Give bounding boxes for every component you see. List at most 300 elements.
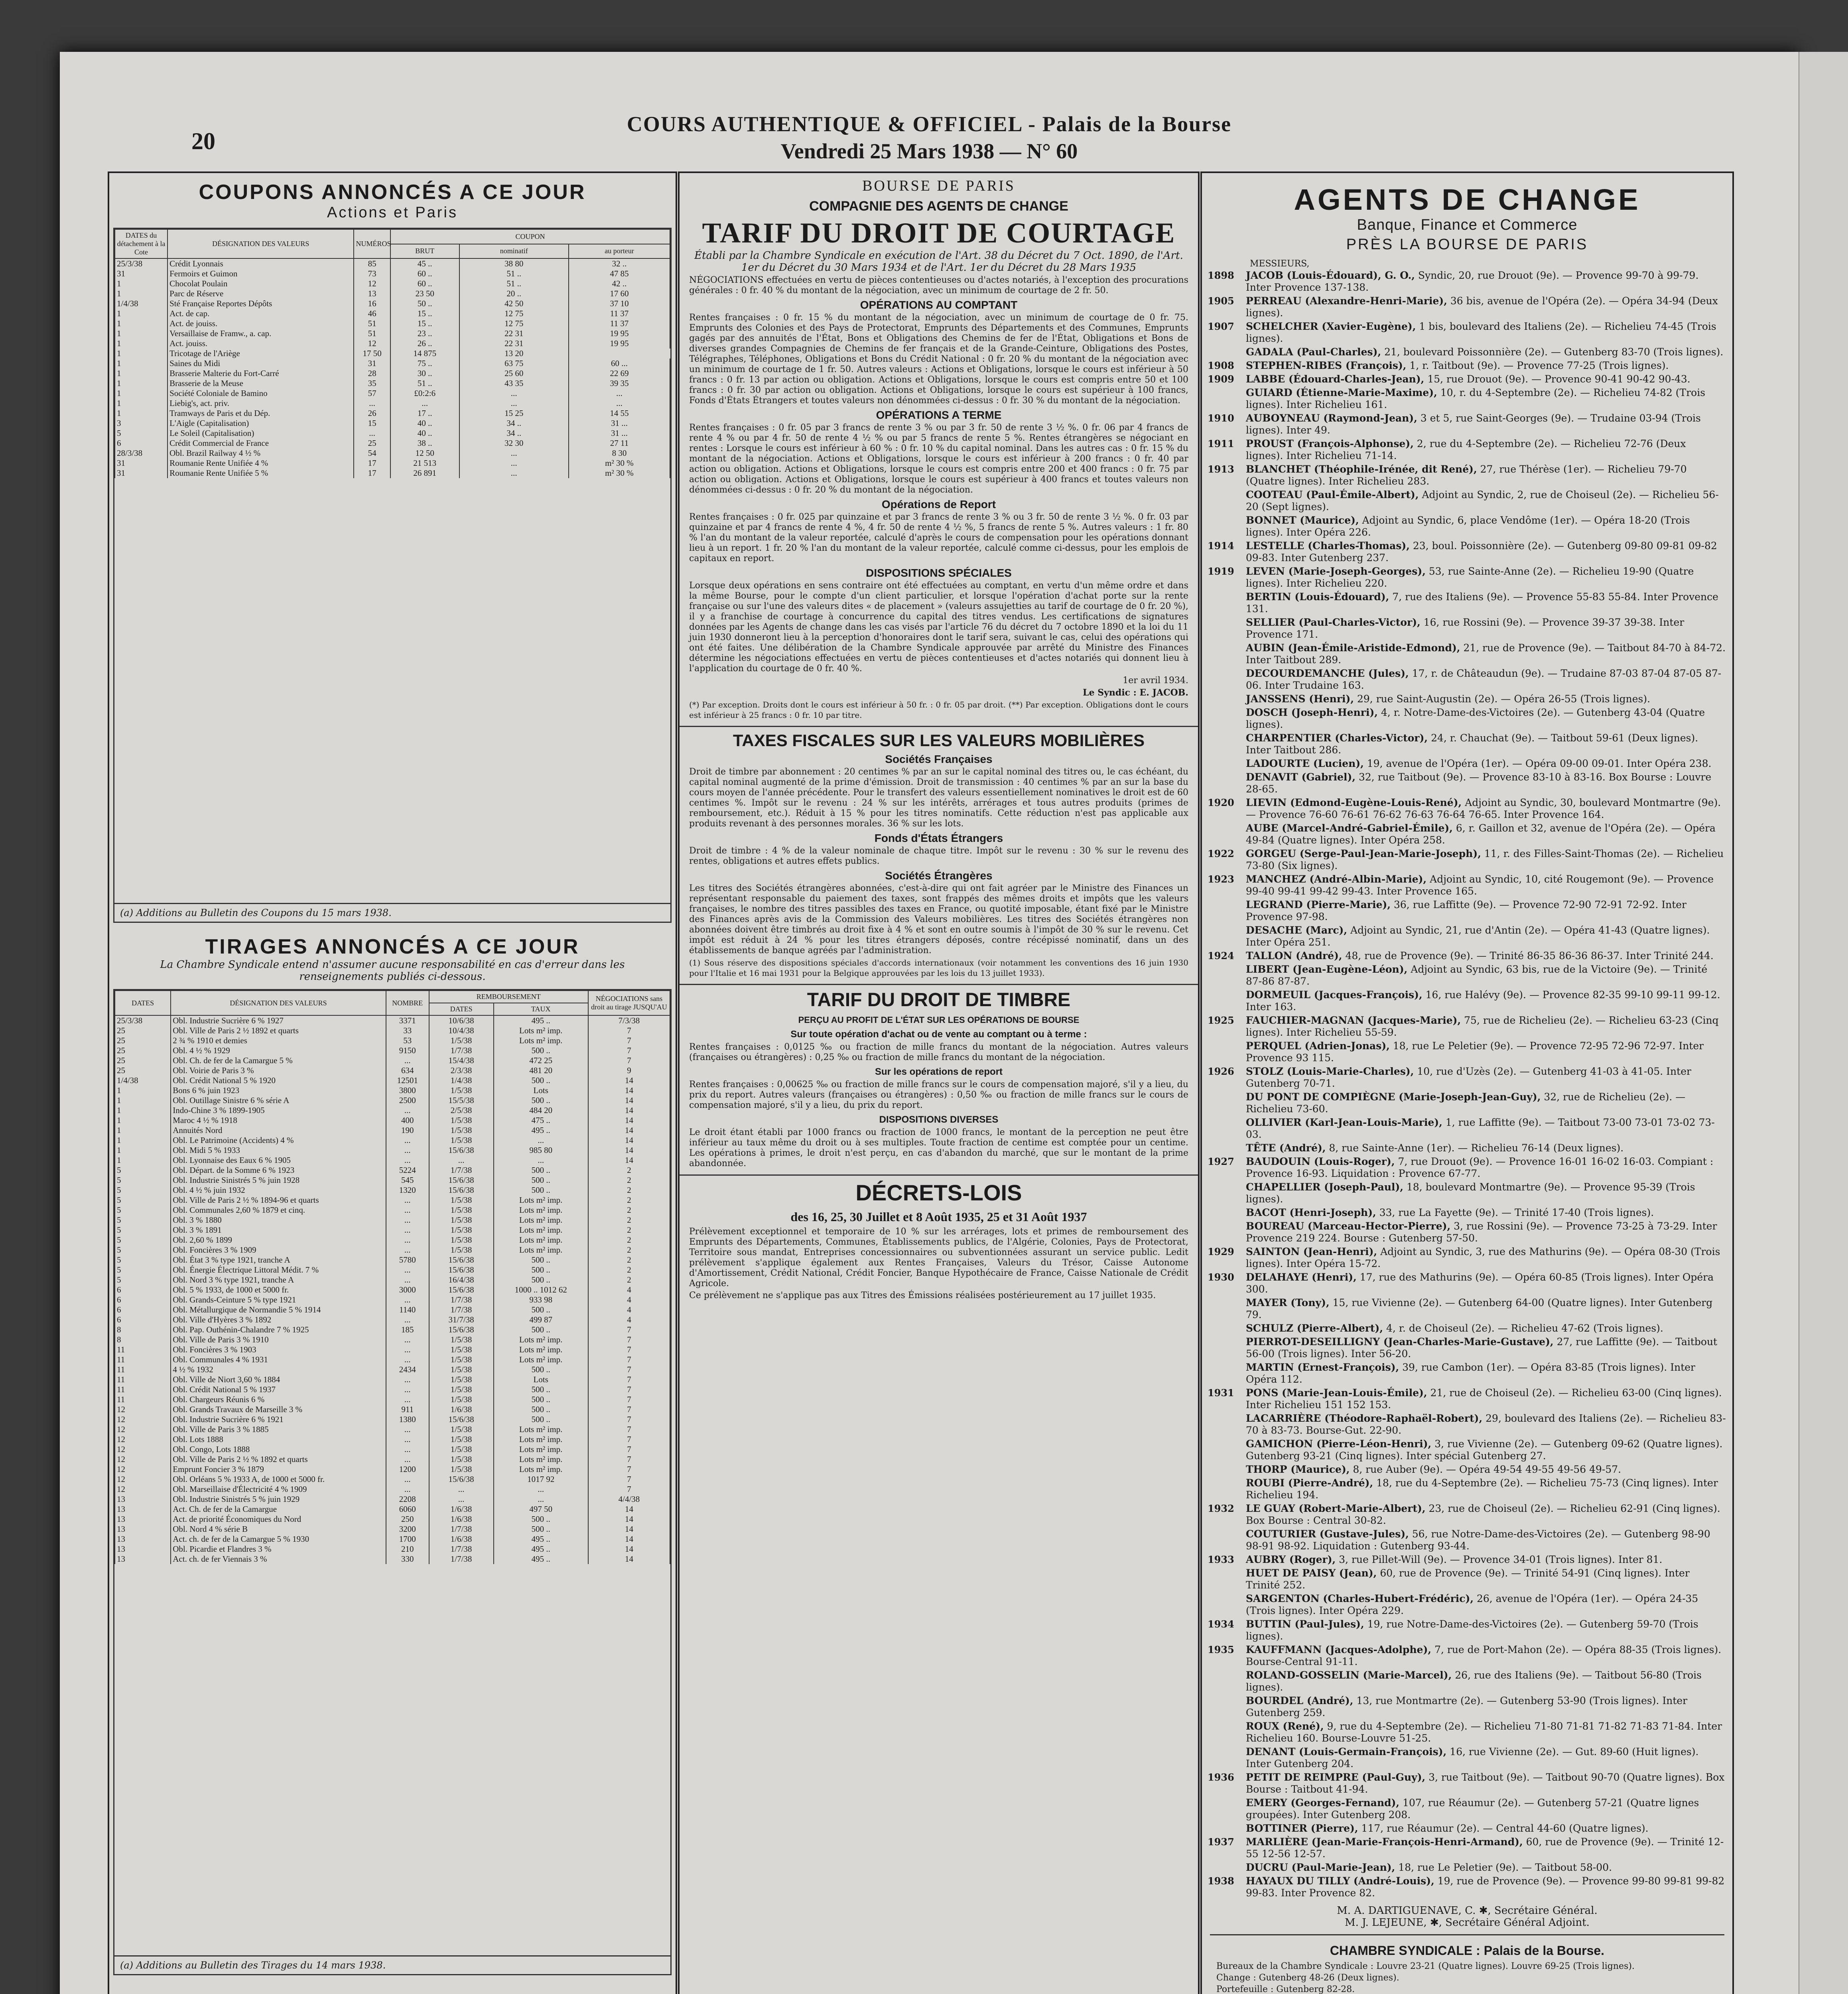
table-cell: 14 — [588, 1105, 670, 1115]
table-cell: ... — [354, 428, 390, 438]
agent-name: DUCRU (Paul-Marie-Jean), — [1246, 1862, 1395, 1873]
table-row — [115, 1105, 670, 1115]
table-cell: 1017 92 — [494, 1474, 588, 1484]
table-cell: 50 .. — [390, 299, 459, 309]
table-cell: ... — [459, 388, 569, 398]
timbre-title: TARIF DU DROIT DE TIMBRE — [807, 989, 1071, 1011]
agent-name: HUET DE PAISY (Jean), — [1246, 1567, 1377, 1579]
agent-entry — [1202, 514, 1732, 539]
table-cell: 15 25 — [459, 408, 569, 418]
table-row — [115, 1554, 670, 1564]
agent-entry — [1202, 1694, 1732, 1720]
courtage-bourse: BOURSE DE PARIS — [862, 177, 1015, 194]
table-cell: ... — [386, 1315, 429, 1325]
agent-entry — [1202, 269, 1732, 294]
table-cell: 499 87 — [494, 1315, 588, 1325]
table-cell: 47 85 — [569, 269, 670, 279]
table-cell: Obl. Lyonnaise des Eaux 6 % 1905 — [171, 1155, 386, 1165]
table-cell: 1000 .. 1012 62 — [494, 1285, 588, 1295]
table-cell: Obl. Pap. Outhénin-Chalandre 7 % 1925 — [171, 1325, 386, 1335]
table-cell: Act. Ch. de fer de la Camargue — [171, 1504, 386, 1514]
table-cell: 15/6/38 — [429, 1145, 494, 1155]
table-cell: 1140 — [386, 1305, 429, 1315]
table-row — [115, 378, 670, 388]
table-cell: 3371 — [386, 1015, 429, 1026]
table-cell: 500 .. — [494, 1096, 588, 1105]
table-row — [115, 1096, 670, 1105]
table-cell: 1/6/38 — [429, 1504, 494, 1514]
table-row — [115, 289, 670, 299]
table-cell: ... — [386, 1355, 429, 1365]
table-cell: 1/5/38 — [429, 1395, 494, 1405]
agents-sub1: Banque, Finance et Commerce — [1357, 217, 1578, 233]
agent-name: GORGEU (Serge-Paul-Jean-Marie-Joseph), — [1246, 848, 1481, 859]
agent-year: 1919 — [1208, 565, 1234, 577]
table-cell: 31 ... — [569, 428, 670, 438]
table-cell: 2 — [588, 1165, 670, 1175]
agent-address: 19, avenue de l'Opéra (1er). — Opéra 09-00 09-01. Inter Opéra 238. — [1367, 758, 1712, 769]
table-row — [115, 438, 670, 448]
table-row — [115, 1315, 670, 1325]
agent-address: Adjoint au Syndic, 2, rue de Choiseul (2e). — Richelieu 56-20 (Sept lignes). — [1246, 489, 1719, 512]
table-cell: 497 50 — [494, 1504, 588, 1514]
table-cell: 23 .. — [390, 329, 459, 339]
table-row — [115, 1335, 670, 1345]
table-cell: 13 — [115, 1534, 171, 1544]
table-cell: 500 .. — [494, 1175, 588, 1185]
table-cell: Obl. Lots 1888 — [171, 1434, 386, 1444]
timbre-h3: DISPOSITIONS DIVERSES — [879, 1114, 999, 1125]
decrets-title: DÉCRETS-LOIS — [855, 1180, 1022, 1205]
courtage-terme-title: OPÉRATIONS A TERME — [876, 409, 1002, 421]
table-row — [115, 1125, 670, 1135]
table-row — [115, 388, 670, 398]
agent-year: 1910 — [1208, 412, 1234, 424]
courtage-box — [680, 173, 1198, 727]
table-cell: Obl. Le Patrimoine (Accidents) 4 % — [171, 1135, 386, 1145]
table-row — [115, 1026, 670, 1036]
tirages-table-wrap — [113, 989, 672, 1957]
table-cell: 1/5/38 — [429, 1335, 494, 1345]
courtage-compagnie: COMPAGNIE DES AGENTS DE CHANGE — [809, 199, 1068, 214]
table-cell: 1/5/38 — [429, 1135, 494, 1145]
table-cell: 20 .. — [459, 289, 569, 299]
table-row — [115, 408, 670, 418]
table-row — [115, 368, 670, 378]
agent-address: 1, r. Taitbout (9e). — Provence 77-25 (Trois lignes). — [1409, 360, 1669, 371]
timbre-subtitle: PERÇU AU PROFIT DE L'ÉTAT SUR LES OPÉRATIONS DE BOURSE — [798, 1015, 1080, 1025]
table-cell: 6 — [115, 1305, 171, 1315]
table-cell: 475 .. — [494, 1115, 588, 1125]
agent-address: 17, r. de Châteaudun (9e). — Trudaine 87-03 87-04 87-05 87-06. Inter Trudaine 163. — [1246, 668, 1722, 691]
table-cell: 911 — [386, 1405, 429, 1415]
table-cell: 2 — [588, 1235, 670, 1245]
agent-name: PETIT DE REIMPRE (Paul-Guy), — [1246, 1771, 1426, 1783]
agent-year: 1920 — [1208, 797, 1234, 808]
table-row — [115, 1225, 670, 1235]
table-cell: ... — [459, 468, 569, 478]
agent-address: 75, rue de Richelieu (2e). — Richelieu 63-23 (Cinq lignes). Inter Richelieu 55-59. — [1246, 1015, 1719, 1038]
table-cell: 15 .. — [390, 309, 459, 319]
table-cell: Roumanie Rente Unifiée 5 % — [167, 468, 354, 478]
table-cell: 2 — [588, 1185, 670, 1195]
agent-name: EMERY (Georges-Fernand), — [1246, 1797, 1400, 1809]
table-cell: 400 — [386, 1115, 429, 1125]
table-cell: 13 — [115, 1504, 171, 1514]
table-cell: 25 — [354, 438, 390, 448]
agent-entry — [1202, 1141, 1732, 1155]
courtage-report-title: Opérations de Report — [881, 498, 996, 510]
table-cell: 25/3/38 — [115, 258, 167, 269]
courtage-terme-text: Rentes françaises : 0 fr. 05 par 3 francs de rente 3 % ou par 3 fr. 50 de rente 3 ½ %. 0 fr. 06 par 4 francs de rente 4 % ou par 4 fr. 50 de rente 4 ½ % ou par 5 francs de rente 5 %. Rentes étrangères se négociant en rentes : Lorsque le cours est inférieur à 60 % : 0 fr. 10 % du capital nominal. Dans les autres cas : 0 fr. 15 % du montant de la négociation. Actions et Obligations, lorsque le cours est inférieur à 200 francs : 0 fr. 40 par action ou obligation. Actions et Obligations, lorsque le cours est compris entre 200 et 400 francs : 0 fr. 75 par action ou obligation. Actions et Obligations, lorsque le cours est supérieur à 400 francs et toutes valeurs non dénommées ci-dessus : 0 fr. 20 % du montant de la négociation. — [689, 423, 1188, 495]
agent-entry — [1202, 641, 1732, 667]
agent-entry — [1202, 372, 1732, 386]
courtage-speciales-title: DISPOSITIONS SPÉCIALES — [866, 567, 1012, 579]
publication-date: Vendredi 25 Mars 1938 — N° 60 — [780, 139, 1078, 163]
coupons-title: COUPONS ANNONCÉS A CE JOUR — [199, 181, 586, 204]
table-cell: Lots m² imp. — [494, 1335, 588, 1345]
table-cell: 7 — [588, 1345, 670, 1355]
agent-name: DESACHE (Marc), — [1246, 924, 1348, 936]
agent-entry — [1202, 1822, 1732, 1835]
table-cell: Lots m² imp. — [494, 1454, 588, 1464]
agent-year: 1935 — [1208, 1644, 1234, 1655]
agent-name: AUBIN (Jean-Émile-Aristide-Edmond), — [1246, 642, 1460, 654]
table-cell: Lots m² imp. — [494, 1345, 588, 1355]
table-row — [115, 1444, 670, 1454]
table-cell: 1/5/38 — [429, 1245, 494, 1255]
table-row — [115, 339, 670, 349]
agent-name: GADALA (Paul-Charles), — [1246, 346, 1381, 358]
table-row — [115, 1395, 670, 1405]
agent-name: LIBERT (Jean-Eugène-Léon), — [1246, 964, 1408, 975]
table-cell: 500 .. — [494, 1265, 588, 1275]
table-cell: ... — [386, 1484, 429, 1494]
table-cell: 14 — [588, 1115, 670, 1125]
table-cell: 15/6/38 — [429, 1415, 494, 1425]
agent-name: KAUFFMANN (Jacques-Adolphe), — [1246, 1644, 1432, 1655]
agent-name: SCHELCHER (Xavier-Eugène), — [1246, 321, 1416, 332]
agent-address: 15, rue Drouot (9e). — Provence 90-41 90-42 90-43. — [1427, 373, 1690, 385]
table-cell: 1 — [115, 359, 167, 368]
table-cell: Act. ch. de fer Viennais 3 % — [171, 1554, 386, 1564]
agent-name: LADOURTE (Lucien), — [1246, 758, 1364, 769]
agent-year: 1927 — [1208, 1156, 1234, 1167]
table-cell: 2208 — [386, 1494, 429, 1504]
table-cell: 8 — [115, 1335, 171, 1345]
table-cell: 14 — [588, 1145, 670, 1155]
table-row — [115, 1015, 670, 1026]
table-cell: Saines du Midi — [167, 359, 354, 368]
table-cell: 85 — [354, 258, 390, 269]
coupons-header-designation: DÉSIGNATION DES VALEURS — [167, 229, 354, 258]
agent-name: JACOB (Louis-Édouard), G. O., — [1246, 270, 1415, 281]
table-cell: ... — [386, 1135, 429, 1145]
table-row — [115, 299, 670, 309]
table-cell: 1 — [115, 1086, 171, 1096]
timbre-t1: Rentes françaises : 0,0125 ‰ ou fraction de mille francs du montant de la négociation. Autres valeurs (françaises ou étrangères) : 0,25 ‰ ou fraction de mille francs du montant de la négociation. — [689, 1042, 1188, 1062]
agent-name: DENANT (Louis-Germain-François), — [1246, 1746, 1447, 1758]
table-cell: 43 35 — [459, 378, 569, 388]
agent-name: LEGRAND (Pierre-Marie), — [1246, 899, 1391, 910]
table-cell: ... — [569, 388, 670, 398]
table-cell: 1/6/38 — [429, 1534, 494, 1544]
table-cell: 12501 — [386, 1076, 429, 1086]
table-cell: 13 — [115, 1524, 171, 1534]
table-cell: 12 — [115, 1474, 171, 1484]
agent-entry — [1202, 1643, 1732, 1669]
tirages-table — [114, 990, 670, 1564]
agent-address: 21, boulevard Poissonnière (2e). — Gutenberg 83-70 (Trois lignes). — [1384, 346, 1724, 358]
agent-name: DOSCH (Joseph-Henri), — [1246, 707, 1378, 718]
agent-name: COOTEAU (Paul-Émile-Albert), — [1246, 489, 1419, 500]
table-cell: 13 — [115, 1554, 171, 1564]
table-cell: 500 .. — [494, 1305, 588, 1315]
agent-address: Adjoint au Syndic, 6, place Vendôme (1er). — Opéra 18-20 (Trois lignes). Inter Opéra 226. — [1246, 514, 1690, 538]
table-row — [115, 1285, 670, 1295]
agent-entry — [1202, 1014, 1732, 1039]
agent-address: Adjoint au Syndic, 3, rue des Mathurins (9e). — Opéra 08-30 (Trois lignes). Inter Opéra 15-72. — [1246, 1246, 1720, 1269]
agent-year: 1929 — [1208, 1246, 1234, 1257]
agent-name: BOURDEL (André), — [1246, 1695, 1353, 1706]
table-cell: 12 — [115, 1454, 171, 1464]
agent-name: GUIARD (Étienne-Marie-Maxime), — [1246, 387, 1437, 398]
agent-name: BERTIN (Louis-Édouard), — [1246, 591, 1389, 603]
table-cell: 1/7/38 — [429, 1046, 494, 1056]
table-cell: Obl. Outillage Sinistre 6 % série A — [171, 1096, 386, 1105]
table-cell: 1 — [115, 279, 167, 289]
agent-name: STOLZ (Louis-Marie-Charles), — [1246, 1066, 1414, 1077]
agent-entry — [1202, 706, 1732, 731]
agent-entry — [1202, 1335, 1732, 1361]
table-cell: Obl. Communales 2,60 % 1879 et cinq. — [171, 1205, 386, 1215]
agent-entry — [1202, 1771, 1732, 1796]
table-cell: 15 .. — [390, 319, 459, 329]
agent-name: LESTELLE (Charles-Thomas), — [1246, 540, 1410, 552]
table-row — [115, 1305, 670, 1315]
table-cell: 27 11 — [569, 438, 670, 448]
agent-address: 18, rue Le Peletier (9e). — Provence 72-95 72-96 72-97. Inter Provence 93 115. — [1246, 1040, 1704, 1064]
page-number: 20 — [191, 128, 215, 154]
agent-address: 21, rue de Provence (9e). — Taitbout 84-70 à 84-72. Inter Taitbout 289. — [1246, 642, 1726, 666]
table-cell: 1/7/38 — [429, 1554, 494, 1564]
tirages-header-designation: DÉSIGNATION DES VALEURS — [171, 991, 386, 1015]
table-cell: 12 — [354, 339, 390, 349]
table-cell: ... — [494, 1135, 588, 1145]
table-cell: Obl. Industrie Sinistrés 5 % juin 1929 — [171, 1494, 386, 1504]
table-cell: 5224 — [386, 1165, 429, 1175]
agent-entry — [1202, 949, 1732, 963]
agent-name: JANSSENS (Henri), — [1246, 693, 1354, 705]
agent-address: 3 et 5, rue Saint-Georges (9e). — Trudaine 03-94 (Trois lignes). Inter 49. — [1246, 412, 1701, 436]
table-cell: 1/5/38 — [429, 1425, 494, 1434]
page-header — [60, 112, 1799, 164]
table-cell: 1700 — [386, 1534, 429, 1544]
table-cell: 14 — [588, 1155, 670, 1165]
table-row — [115, 359, 670, 368]
table-cell: ... — [459, 448, 569, 458]
table-cell: 51 .. — [390, 378, 459, 388]
taxes-fonds-title: Fonds d'États Étrangers — [874, 832, 1003, 844]
column-coupons-tirages — [108, 171, 677, 1994]
table-cell: 14 — [588, 1076, 670, 1086]
table-cell: Annuités Nord — [171, 1125, 386, 1135]
agent-name: STEPHEN-RIBES (François), — [1246, 360, 1407, 371]
table-cell: Obl. Nord 3 % type 1921, tranche A — [171, 1275, 386, 1285]
table-row — [115, 1215, 670, 1225]
agent-name: SAINTON (Jean-Henri), — [1246, 1246, 1377, 1257]
table-cell: m² 30 % — [569, 458, 670, 468]
table-cell: 7 — [588, 1335, 670, 1345]
tirages-header-dates: DATES — [115, 991, 171, 1015]
table-cell: 60 .. — [390, 279, 459, 289]
table-row — [115, 1046, 670, 1056]
table-cell: 1 — [115, 1135, 171, 1145]
table-cell: 4/4/38 — [588, 1494, 670, 1504]
table-cell: 1/5/38 — [429, 1205, 494, 1215]
table-cell: 1/5/38 — [429, 1355, 494, 1365]
table-cell: Maroc 4 ½ % 1918 — [171, 1115, 386, 1125]
table-cell: Lots m² imp. — [494, 1245, 588, 1255]
table-cell: ... — [386, 1395, 429, 1405]
agent-address: Adjoint au Syndic, 21, rue d'Antin (2e). — Opéra 41-43 (Quatre lignes). Inter Opéra 251. — [1246, 924, 1710, 948]
table-cell: 6 — [115, 1295, 171, 1305]
table-cell: ... — [386, 1434, 429, 1444]
agent-name: MARLIÈRE (Jean-Marie-François-Henri-Armand), — [1246, 1836, 1523, 1848]
agent-entry — [1202, 822, 1732, 847]
agent-address: 7, rue Drouot (9e). — Provence 16-01 16-02 16-03. Compiant : Provence 16-93. Liquidation : Provence 67-77. — [1246, 1156, 1714, 1179]
table-cell: Obl. Communales 4 % 1931 — [171, 1355, 386, 1365]
table-cell: 19 95 — [569, 329, 670, 339]
table-cell: 1320 — [386, 1185, 429, 1195]
table-cell: Obl. Énergie Électrique Littoral Médit. 7 % — [171, 1265, 386, 1275]
table-cell: 634 — [386, 1066, 429, 1076]
table-cell: ... — [386, 1195, 429, 1205]
table-row — [115, 1076, 670, 1086]
agent-address: 56, rue Notre-Dame-des-Victoires (2e). — Gutenberg 98-90 98-91 98-92. Liquidation : Gutenberg 93-44. — [1246, 1528, 1710, 1552]
table-cell: 3800 — [386, 1086, 429, 1096]
agent-entry — [1202, 345, 1732, 359]
table-cell: 1 — [115, 1115, 171, 1125]
table-cell: 4 ½ % 1932 — [171, 1365, 386, 1375]
table-cell: Obl. Chargeurs Réunis 6 % — [171, 1395, 386, 1405]
table-cell: 495 .. — [494, 1544, 588, 1554]
table-cell: 2 — [588, 1275, 670, 1285]
table-cell: 17 60 — [569, 289, 670, 299]
table-cell: 14 — [588, 1554, 670, 1564]
table-cell: 7 — [588, 1046, 670, 1056]
agent-entry — [1202, 590, 1732, 616]
table-cell: 481 20 — [494, 1066, 588, 1076]
table-cell: 1/5/38 — [429, 1036, 494, 1046]
table-cell: 14 — [588, 1534, 670, 1544]
table-cell: Lots m² imp. — [494, 1225, 588, 1235]
agent-address: 6, r. Gaillon et 32, avenue de l'Opéra (2e). — Opéra 49-84 (Quatre lignes). Inter Opéra 258. — [1246, 822, 1716, 846]
agent-entry — [1202, 488, 1732, 514]
agent-name: BOTTINER (Pierre), — [1246, 1823, 1358, 1834]
table-cell: Lots m² imp. — [494, 1425, 588, 1434]
agent-address: 16, rue Rossini (9e). — Provence 39-37 39-38. Inter Provence 171. — [1246, 617, 1684, 640]
table-cell: 2/3/38 — [429, 1066, 494, 1076]
table-cell: 4 — [588, 1305, 670, 1315]
table-cell: 1/7/38 — [429, 1544, 494, 1554]
table-cell: Obl. Midi 5 % 1933 — [171, 1145, 386, 1155]
table-cell: 5 — [115, 1265, 171, 1275]
coupons-header-coupon: COUPON — [390, 229, 670, 244]
table-cell: 31 — [115, 458, 167, 468]
table-row — [115, 1484, 670, 1494]
table-cell: 1/4/38 — [115, 1076, 171, 1086]
agent-year: 1931 — [1208, 1387, 1234, 1399]
table-cell: Obl. Industrie Sucrière 6 % 1921 — [171, 1415, 386, 1425]
decrets-text: Prélèvement exceptionnel et temporaire de 10 % sur les arrérages, lots et primes de remboursement des Emprunts des Départements, Communes, Établissements publics, de l'Algérie, Colonies, Pays de Protectorat, Territoire sous mandat, Entreprises concessionnaires ou subventionnées assurant un service public. Ledit prélèvement s'applique également aux Rentes Françaises, Valeurs du Trésor, Caisse Autonome d'Amortissement, Crédit National, Crédit Foncier, Banque Hypothécaire de France, Caisse Nationale de Crédit Agricole. — [689, 1227, 1188, 1289]
table-cell: 472 25 — [494, 1056, 588, 1066]
agent-name: ROLAND-GOSSELIN (Marie-Marcel), — [1246, 1669, 1452, 1681]
agent-address: 10, rue d'Uzès (2e). — Gutenberg 41-03 à 41-05. Inter Gutenberg 70-71. — [1246, 1066, 1691, 1089]
agent-address: 17, rue des Mathurins (9e). — Opéra 60-85 (Trois lignes). Inter Opéra 300. — [1246, 1271, 1714, 1295]
agent-name: CHAPELLIER (Joseph-Paul), — [1246, 1181, 1404, 1193]
table-cell: 3200 — [386, 1524, 429, 1534]
table-row — [115, 1415, 670, 1425]
decrets-dates: des 16, 25, 30 Juillet et 8 Août 1935, 25 et 31 Août 1937 — [790, 1210, 1087, 1224]
table-cell: 25 — [115, 1066, 171, 1076]
table-cell: 1/5/38 — [429, 1125, 494, 1135]
table-cell: Obl. Grands-Ceinture 5 % type 1921 — [171, 1295, 386, 1305]
agent-entry — [1202, 1361, 1732, 1386]
table-cell: 1/5/38 — [429, 1365, 494, 1375]
table-cell: 37 10 — [569, 299, 670, 309]
table-cell: 42 .. — [569, 279, 670, 289]
agent-name: PONS (Marie-Jean-Louis-Émile), — [1246, 1387, 1427, 1399]
table-row — [115, 1195, 670, 1205]
agent-name: FAUCHIER-MAGNAN (Jacques-Marie), — [1246, 1015, 1461, 1026]
table-cell: 14 — [588, 1125, 670, 1135]
table-cell: 26 891 — [390, 468, 459, 478]
table-cell: 12 — [115, 1434, 171, 1444]
coupons-header-nominatif: nominatif — [459, 244, 569, 259]
agent-name: SELLIER (Paul-Charles-Victor), — [1246, 617, 1420, 628]
table-cell: Obl. Ville d'Hyères 3 % 1892 — [171, 1315, 386, 1325]
table-cell: 1 — [115, 329, 167, 339]
table-cell: 51 .. — [459, 279, 569, 289]
table-cell: 1/5/38 — [429, 1464, 494, 1474]
table-cell: 22 69 — [569, 368, 670, 378]
agent-entry — [1202, 963, 1732, 988]
agent-address: 10, r. du 4-Septembre (2e). — Richelieu 74-82 (Trois lignes). Inter Richelieu 161. — [1246, 387, 1706, 410]
table-cell: ... — [569, 398, 670, 408]
courtage-report-text: Rentes françaises : 0 fr. 025 par quinzaine et par 3 francs de rente 3 % ou 3 fr. 50 de rente 3 ½ %. 0 fr. 03 par quinzaine et par 4 francs de rente 4 %, 4 fr. 50 de rente 4 ½ %, 5 francs de rente 5 %. Autres valeurs : 1 fr. 80 % l'an du montant de la valeur reportée, calculé d'après le cours de compensation pour les opérations donnant lieu à un report. 1 fr. 20 % l'an du montant de la valeur reportée, calculé comme ci-dessus, pour les emplois de capitaux en report. — [689, 512, 1188, 564]
taxes-etrangeres-title: Sociétés Étrangères — [885, 869, 993, 882]
table-cell: Obl. 2,60 % 1899 — [171, 1235, 386, 1245]
table-cell: Obl. Nord 4 % série B — [171, 1524, 386, 1534]
agent-address: 2, rue du 4-Septembre (2e). — Richelieu 72-76 (Deux lignes). Inter Richelieu 71-14. — [1246, 438, 1686, 461]
table-cell: 500 .. — [494, 1385, 588, 1395]
agent-entry — [1202, 1745, 1732, 1771]
table-cell: 500 .. — [494, 1365, 588, 1375]
table-cell: ... — [386, 1145, 429, 1155]
table-cell: ... — [386, 1215, 429, 1225]
table-cell: 10/4/38 — [429, 1026, 494, 1036]
table-cell: Obl. Congo, Lots 1888 — [171, 1444, 386, 1454]
table-cell: 1200 — [386, 1464, 429, 1474]
table-row — [115, 329, 670, 339]
agents-messieurs: MESSIEURS, — [1250, 259, 1310, 269]
agent-address: 29, boulevard des Italiens (2e). — Richelieu 83-70 à 83-73. Bourse-Gut. 22-90. — [1246, 1413, 1726, 1436]
table-cell: Roumanie Rente Unifiée 4 % — [167, 458, 354, 468]
table-cell: 1 — [115, 388, 167, 398]
agent-address: 117, rue Réaumur (2e). — Central 44-60 (Quatre lignes). — [1361, 1823, 1649, 1834]
agents-secretaire: M. A. DARTIGUENAVE, C. ✱, Secrétaire Général. — [1337, 1905, 1598, 1917]
